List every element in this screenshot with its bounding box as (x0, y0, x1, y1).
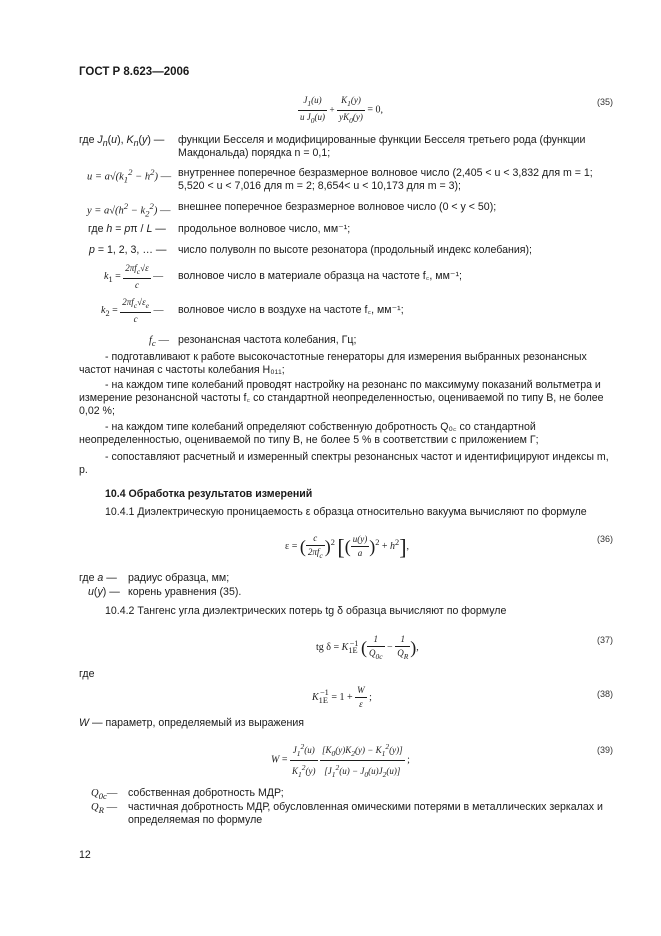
def-label-u: $u = a√(k_1^2 - h^2)$ — (87, 167, 172, 185)
equation-39: W = $\frac{J_1^2(u)}{K_1^2(y)}$ $\frac{[K_0(y)K_2(y) - K_1^2(y)]}{[J_1^2(u) - J_0(u)J_2(u)]}$ ; (271, 742, 410, 779)
equation-number-36: (36) (597, 534, 614, 544)
bullet-compare: - сопоставляют расчетный и измеренный спектры резонансных частот и идентифицируют индексы m, p. (79, 451, 609, 477)
where-label: где (79, 668, 95, 680)
def-label-k2: $k_2$ = $\frac{2\pi f_c√\varepsilon_e}{c}$ — (101, 297, 164, 324)
equation-number-38: (38) (597, 689, 614, 699)
def-text-qr: частичная добротность МДР, обусловленная омическими потерями в металлических зеркалах и определяемая по формуле (128, 801, 603, 827)
def-label-fc: $f_c$ — (149, 335, 169, 349)
def-label-p: p = 1, 2, 3, … — (89, 244, 167, 256)
bullet-quality: - на каждом типе колебаний определяют собственную добротность Q₀꜀ со стандартной неопределенностью, оцениваемой по типу В, не более 5 % в соответствии с приложением Г; (79, 421, 539, 447)
def-label-k1: $k_1$ = $\frac{2\pi f_c√\varepsilon}{c}$ — (104, 263, 164, 290)
paragraph-10-4-2: 10.4.2 Тангенс угла диэлектрических потерь tg δ образца вычисляют по формуле (105, 605, 507, 617)
def-label-bessel: где $J_n(u)$, $K_n(y)$ — (79, 134, 165, 149)
def-text-q0c: собственная добротность МДР; (128, 787, 284, 799)
section-title: 10.4 Обработка результатов измерений (105, 488, 313, 500)
w-definition: W — параметр, определяемый из выражения (79, 717, 305, 729)
equation-number-39: (39) (597, 745, 614, 755)
def-text-k1: волновое число в материале образца на частоте f꜀, мм⁻¹; (178, 270, 462, 282)
paragraph-10-4-1: 10.4.1 Диэлектрическую проницаемость ε образца относительно вакуума вычисляют по формуле (105, 506, 587, 518)
def-text-h: продольное волновое число, мм⁻¹; (178, 223, 351, 235)
equation-37: tg $\delta = K_{1E}^{-1}$ ( $\frac{1}{Q_{0c}}$ − $\frac{1}{Q_R}$ ), (316, 634, 419, 661)
def-text-y: внешнее поперечное безразмерное волновое число (0 < y < 50); (178, 201, 497, 213)
def-label-q0c: $Q_{0c}—$ (91, 788, 118, 802)
def-text-p: число полуволн по высоте резонатора (продольный индекс колебания); (178, 244, 532, 256)
def-text-bessel: функции Бесселя и модифицированные функции Бесселя третьего рода (функции Макдональда) порядка n = 0,1; (178, 134, 586, 160)
bullet-generators: - подготавливают к работе высокочастотные генераторы для измерения выбранных резонансных частот начиная с частоты колебания H₀₁₁; (79, 351, 587, 377)
def-label-uy: u(y) — (88, 586, 120, 598)
bullet-tuning: - на каждом типе колебаний проводят настройку на резонанс по максимуму показаний вольтметра и измерение резонансной частоты f꜀ со стандартной неопределенностью, оцениваемой по типу В, не более 0,02 %; (79, 379, 604, 418)
equation-36: ε = ( $\frac{c}{2\pi f_c}$ )$^2$ [( $\frac{u(y)}{a}$ )$^2 + h^2$], (285, 533, 410, 560)
def-text-k2: волновое число в воздухе на частоте f꜀, мм⁻¹; (178, 304, 404, 316)
equation-38: $K_{1E}^{-1} = 1$ + $\frac{W}{\varepsilon}$ ; (312, 685, 372, 709)
def-label-h: где h = pπ / L — (88, 223, 166, 235)
def-label-y: $y = a√(h^2 - k_2^2)$ — (87, 201, 171, 219)
document-header: ГОСТ Р 8.623—2006 (79, 66, 190, 78)
def-text-fc: резонансная частота колебания, Гц; (178, 334, 357, 346)
def-label-qr: $Q_R$ — (91, 802, 118, 816)
equation-number-35: (35) (597, 97, 614, 107)
def-text-uy: корень уравнения (35). (128, 586, 242, 598)
def-text-u: внутреннее поперечное безразмерное волновое число (2,405 < u < 3,832 для m = 1; 5,520 < u < 7,016 для m = 2; 8,654< u < 10,173 для m = 3); (178, 167, 593, 193)
page-number: 12 (79, 849, 91, 861)
equation-number-37: (37) (597, 635, 614, 645)
equation-35: $\frac{J_1(u)}{u J_0(u)}$ + $\frac{K_1(y)}{yK_0(y)}$ = 0, (300, 95, 383, 125)
def-label-a: где a — (79, 572, 117, 584)
def-text-a: радиус образца, мм; (128, 572, 230, 584)
